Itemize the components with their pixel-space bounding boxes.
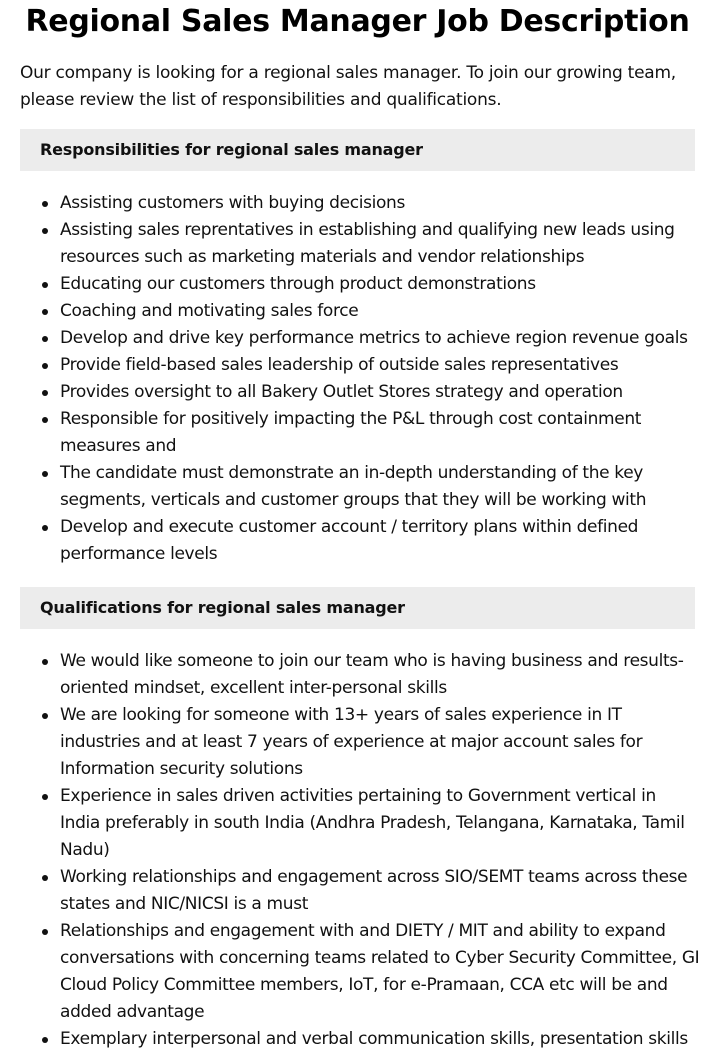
qualifications-heading: Qualifications for regional sales manager	[20, 587, 695, 629]
list-item: Experience in sales driven activities pertaining to Government vertical in India preferably in south India (Andhra Pradesh, Telangana, Karnataka, Tamil Nadu)	[20, 783, 700, 864]
list-item: Develop and drive key performance metrics to achieve region revenue goals	[20, 325, 700, 352]
qualifications-list	[20, 648, 700, 1053]
page-title: Regional Sales Manager Job Description	[25, 4, 690, 39]
responsibilities-heading: Responsibilities for regional sales manager	[20, 129, 695, 171]
list-item: Provide field-based sales leadership of outside sales representatives	[20, 352, 700, 379]
list-item: Provides oversight to all Bakery Outlet Stores strategy and operation	[20, 379, 700, 406]
list-item: Relationships and engagement with and DIETY / MIT and ability to expand conversations with concerning teams related to Cyber Security Committee, GI Cloud Policy Committee members, IoT, for e-Pramaan, CCA etc will be and added advantage	[20, 918, 700, 1026]
intro-paragraph: Our company is looking for a regional sales manager. To join our growing team, please review the list of responsibilities and qualifications.	[20, 63, 676, 110]
list-item: Responsible for positively impacting the P&L through cost containment measures and	[20, 406, 700, 460]
list-item: We are looking for someone with 13+ years of sales experience in IT industries and at least 7 years of experience at major account sales for Information security solutions	[20, 702, 700, 783]
list-item: Assisting sales reprentatives in establishing and qualifying new leads using resources such as marketing materials and vendor relationships	[20, 217, 700, 271]
list-item: Develop and execute customer account / territory plans within defined performance levels	[20, 514, 700, 568]
list-item: Assisting customers with buying decisions	[20, 190, 700, 217]
list-item: Working relationships and engagement across SIO/SEMT teams across these states and NIC/NICSI is a must	[20, 864, 700, 918]
list-item: Exemplary interpersonal and verbal communication skills, presentation skills	[20, 1026, 700, 1053]
list-item: Educating our customers through product demonstrations	[20, 271, 700, 298]
list-item: Coaching and motivating sales force	[20, 298, 700, 325]
list-item: We would like someone to join our team who is having business and results-oriented mindset, excellent inter-personal skills	[20, 648, 700, 702]
responsibilities-list	[20, 190, 700, 568]
list-item: The candidate must demonstrate an in-depth understanding of the key segments, verticals and customer groups that they will be working with	[20, 460, 700, 514]
